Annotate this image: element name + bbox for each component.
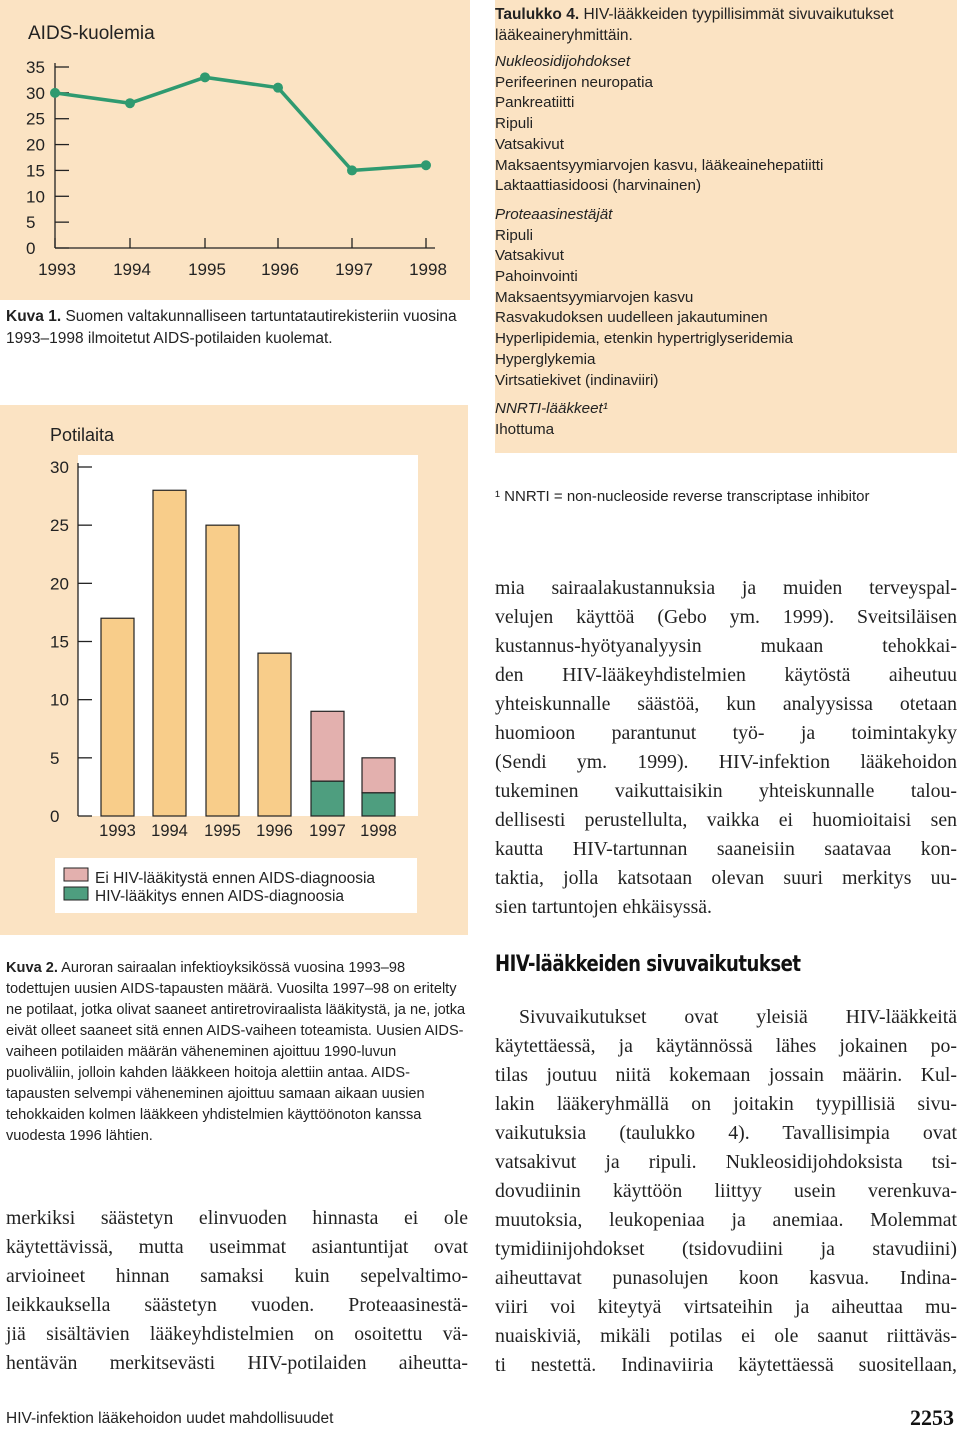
figure-2-bar-untreated [258, 653, 291, 816]
figure-1-series-line [55, 77, 426, 170]
table-4-item: Hyperlipidemia, etenkin hypertriglyseridemia [495, 330, 793, 348]
right-body-1-line: tukeminen vaikuttaisikin yhteiskunnalle talou- [495, 780, 957, 802]
figure-2-title: Potilaita [50, 425, 115, 445]
table-4-item: Maksaentsyymiarvojen kasvu [495, 288, 694, 306]
table-4-item: Ripuli [495, 226, 533, 244]
right-body-1-line: den HIV-lääkeyhdistelmien käytöstä aiheutuu [495, 664, 957, 686]
left-body-line: merkiksi säästetyn elinvuoden hinnasta ei ole [6, 1207, 468, 1229]
right-body-2-line: tymidiinijohdokset (tsidovudiini ja stavudiini) [495, 1238, 957, 1260]
figure-2-chart [0, 405, 468, 935]
table-4-item: Perifeerinen neuropatia [495, 73, 653, 91]
figure-1-x-tick-label: 1993 [38, 260, 76, 279]
table-4-item: Hyperglykemia [495, 350, 596, 368]
left-column-body-text [6, 1204, 468, 1378]
right-body-2-line: nuaiskiviä, mikäli potilas ei ole saanut riittäväs- [495, 1325, 957, 1347]
figure-1-y-tick-label: 5 [26, 213, 36, 233]
table-4-title-label: Taulukko 4. [495, 6, 580, 23]
right-body-1-line: huomioon parantunut työ- ja toimintakyky [495, 722, 957, 744]
table-4-title-text: HIV-lääkkeiden tyypillisimmät sivuvaikutukset lääkeaineryhmittäin. [495, 6, 894, 44]
figure-2-y-tick-label: 15 [50, 632, 69, 652]
right-body-2-line: tilas joutuu niitä kokemaan jossain määrin. Kul- [495, 1064, 957, 1086]
right-body-1-line: taktia, jolla katsotaan olevan suuri merkitys uu- [495, 867, 957, 889]
figure-2-x-tick-label: 1998 [360, 822, 397, 840]
right-body-2-line: vaikutuksia (taulukko 4). Tavallisimpia ovat [495, 1122, 957, 1144]
figure-2-x-tick-label: 1997 [309, 822, 346, 840]
figure-2-y-tick-label: 5 [50, 748, 60, 768]
section-heading: HIV-lääkkeiden sivuvaikutukset [495, 952, 801, 977]
table-4-item: Laktaattiasidoosi (harvinainen) [495, 177, 701, 195]
figure-2-bar-untreated [311, 711, 344, 781]
left-body-line: jiä sisältävien lääkeyhdistelmien on osoitettu vä- [6, 1323, 468, 1345]
figure-2-x-tick-label: 1996 [256, 822, 293, 840]
figure-2-svg [0, 405, 468, 935]
table-4-group-heading: Proteaasinestäjät [495, 205, 613, 223]
figure-2-legend-label-untreated: Ei HIV-lääkitystä ennen AIDS-diagnoosia [95, 870, 376, 887]
footer-running-title: HIV-infektion lääkehoidon uudet mahdollisuudet [6, 1410, 334, 1427]
left-body-line: hentävän merkitsevästi HIV-potilaiden aiheutta- [6, 1352, 468, 1374]
figure-2-x-tick-label: 1993 [99, 822, 136, 840]
right-body-1-line: kustannus-hyötyanalyysin mukaan tehokkai- [495, 635, 957, 657]
figure-1-y-tick-label: 0 [26, 239, 36, 258]
left-body-line: käytettävissä, mutta useimmat asiantuntijat ovat [6, 1236, 468, 1258]
right-body-2-line: lakin lääkeryhmällä on joitakin tyypillisiä sivu- [495, 1093, 957, 1115]
table-4 [495, 0, 957, 453]
figure-1-data-point [50, 88, 60, 98]
figure-2-bar-treated [311, 781, 344, 816]
figure-2-y-tick-label: 20 [50, 574, 69, 594]
figure-1-caption-label: Kuva 1. [6, 308, 62, 325]
figure-2-caption-text: Auroran sairaalan infektioyksikössä vuosina 1993–98 todettujen uusien AIDS-tapausten määrä. Vuosilta 1997–98 on eritelty ne potilaat, jotka olivat saaneet antiretroviraalista lääkitystä, ja ne, jotka eivät olleet saaneet sitä ennen AIDS-vaiheen toteamista. Uusien AIDS-vaiheen potilaiden määrän väheneminen ajoittuu 1990-luvun puoliväliin, jolloin kahden lääkkeen hoitoja alettiin antaa. AIDS-tapausten selvempi väheneminen ajoittuu samaan aikaan uusien tehokkaiden kolmen lääkkeen yhdistelmien käyttöönoton kanssa vuodesta 1996 lähtien. [6, 960, 466, 1144]
right-body-1-line: mia sairaalakustannuksia ja muiden terveyspal- [495, 577, 957, 599]
figure-2-bar-untreated [101, 618, 134, 816]
figure-2-bar-treated [362, 793, 395, 816]
table-4-item: Pahoinvointi [495, 268, 578, 286]
figure-2-y-tick-label: 30 [50, 458, 69, 477]
figure-2-caption-label: Kuva 2. [6, 960, 58, 976]
figure-2-y-tick-label: 0 [50, 807, 60, 826]
right-body-2-line: ti nestettä. Indinaviiria käytettäessä suositellaan, [495, 1354, 957, 1376]
right-body-1-line: sien tartuntojen ehkäisyssä. [495, 896, 712, 918]
figure-1-y-tick-label: 30 [26, 83, 45, 103]
table-4-item: Vatsakivut [495, 135, 564, 153]
figure-2-bar-untreated [153, 490, 186, 816]
figure-1-x-tick-label: 1994 [113, 260, 151, 279]
right-body-2-line: viiri voi kiteytyä virtsateihin ja aiheuttaa mu- [495, 1296, 957, 1318]
figure-1-x-tick-label: 1997 [335, 260, 373, 279]
figure-2-bar-untreated [362, 758, 395, 793]
table-4-item: Ripuli [495, 115, 533, 133]
table-4-footnote: ¹ NNRTI = non-nucleoside reverse transcriptase inhibitor [495, 488, 870, 505]
figure-1-caption [6, 306, 466, 350]
left-body-line: arvioineet hinnan samaksi kuin sepelvaltimo- [6, 1265, 468, 1287]
figure-1-x-tick-label: 1998 [409, 260, 447, 279]
figure-1-data-point [273, 83, 283, 93]
figure-2-caption [6, 958, 468, 1147]
figure-1-data-point [200, 72, 210, 82]
table-4-item: Ihottuma [495, 420, 555, 438]
left-body-line: leikkauksella säästetyn vuoden. Proteaasinestä- [6, 1294, 468, 1316]
right-body-1-line: velujen käyttöä (Gebo ym. 1999). Sveitsiläisen [495, 606, 957, 628]
right-body-2-line: dovudiinin käyttöön liittyy usein verenkuva- [495, 1180, 957, 1202]
figure-1-data-point [125, 98, 135, 108]
figure-1-chart [0, 0, 470, 300]
right-body-1-line: yhteiskunnalle säästöä, kun analyysissa otetaan [495, 693, 957, 715]
figure-2-legend-swatch-untreated [64, 868, 88, 881]
figure-2-y-tick-label: 25 [50, 516, 69, 536]
page-number: 2253 [910, 1405, 954, 1430]
figure-2-legend-label-treated: HIV-lääkitys ennen AIDS-diagnoosia [95, 888, 345, 905]
figure-1-x-tick-label: 1996 [261, 260, 299, 279]
figure-2-legend-swatch-treated [64, 887, 88, 900]
figure-1-data-point [347, 165, 357, 175]
table-4-item: Virtsatiekivet (indinaviiri) [495, 371, 659, 389]
table-4-item: Vatsakivut [495, 247, 564, 265]
right-body-2-line: muutoksia, leukopeniaa ja anemiaa. Molemmat [495, 1209, 957, 1231]
figure-1-svg [0, 0, 470, 300]
figure-1-title: AIDS-kuolemia [28, 23, 155, 44]
figure-2-y-tick-label: 10 [50, 690, 69, 710]
figure-2-bar-untreated [206, 525, 239, 816]
figure-1-y-tick-label: 15 [26, 161, 45, 181]
table-4-item: Pankreatiitti [495, 94, 575, 112]
figure-1-y-tick-label: 35 [26, 58, 45, 77]
figure-1-y-tick-label: 20 [26, 135, 45, 155]
table-4-title [495, 0, 957, 46]
right-body-2-line: vatsakivut ja ripuli. Nukleosidijohdoksista tsi- [495, 1151, 957, 1173]
table-4-item: Rasvakudoksen uudelleen jakautuminen [495, 309, 768, 327]
figure-2-x-tick-label: 1995 [204, 822, 241, 840]
figure-1-data-point [421, 160, 431, 170]
table-4-group-heading: NNRTI-lääkkeet¹ [495, 400, 608, 418]
figure-2-x-tick-label: 1994 [151, 822, 188, 840]
right-body-2-line: Sivuvaikutukset ovat yleisiä HIV-lääkkeitä [519, 1006, 957, 1028]
figure-1-x-tick-label: 1995 [188, 260, 226, 279]
figure-1-y-tick-label: 25 [26, 109, 45, 129]
figure-1-caption-text: Suomen valtakunnalliseen tartuntatautirekisteriin vuosina 1993–1998 ilmoitetut AIDS-potilaiden kuolemat. [6, 308, 457, 347]
right-body-1-line: kautta HIV-tartunnan saaneisiin saatavaa kon- [495, 838, 957, 860]
right-body-1-line: dellisesti perustellulta, vaikka ei huomioitaisi sen [495, 809, 957, 831]
right-body-1-line: (Sendi ym. 1999). HIV-infektion lääkehoidon [495, 751, 957, 773]
right-column-body-text-2 [495, 1003, 957, 1380]
figure-1-y-tick-label: 10 [26, 187, 45, 207]
table-4-body [495, 46, 957, 441]
table-4-group-heading: Nukleosidijohdokset [495, 53, 631, 70]
right-column-body-text-1 [495, 574, 957, 922]
table-4-item: Maksaentsyymiarvojen kasvu, lääkeainehepatiitti [495, 156, 824, 174]
right-body-2-line: käytettäessä, ja käytännössä lähes jokainen po- [495, 1035, 957, 1057]
right-body-2-line: aiheuttavat punasolujen koon kasvua. Indina- [495, 1267, 957, 1289]
